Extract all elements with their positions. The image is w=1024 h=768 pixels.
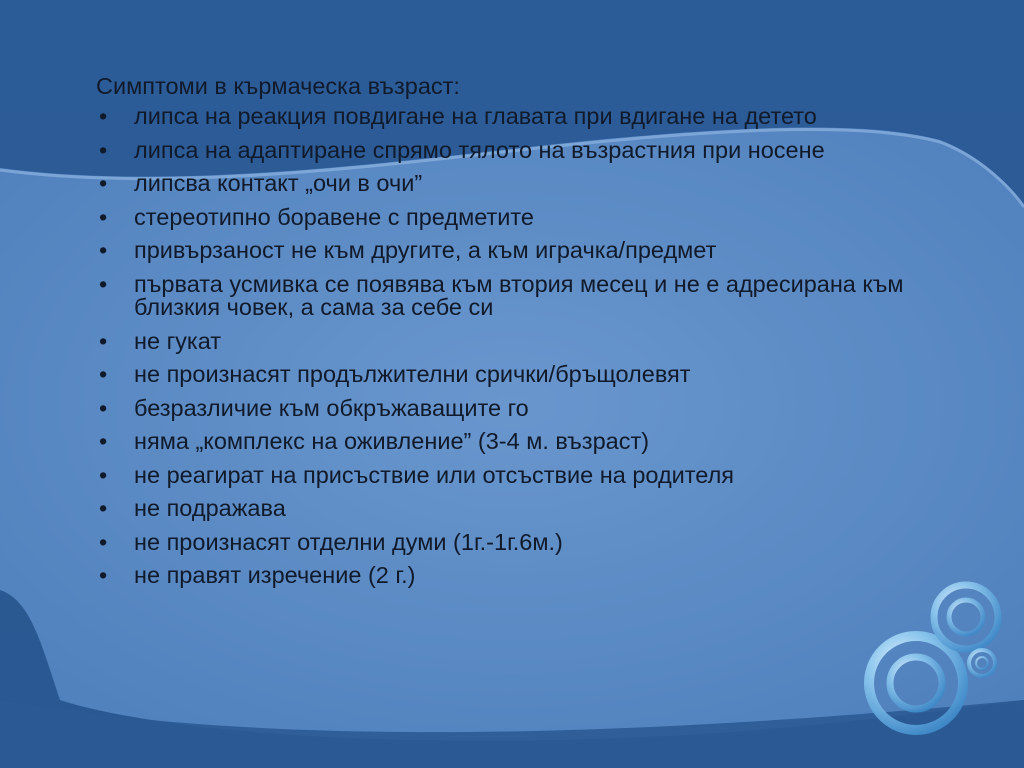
list-item-text: не произнасят отделни думи (1г.-1г.6м.) <box>134 528 563 555</box>
list-item <box>96 363 916 387</box>
list-item-text: привързаност не към другите, а към играчка/предмет <box>134 237 717 263</box>
list-item-text: липсва контакт „очи в очи” <box>134 170 423 196</box>
list-item <box>96 564 916 588</box>
list-item <box>96 105 916 129</box>
bullet-icon: • <box>99 495 108 521</box>
bullet-icon: • <box>99 327 108 354</box>
bullet-icon: • <box>99 394 108 421</box>
list-item-text: липса на реакция повдигане на главата при вдигане на детето <box>134 103 817 129</box>
list-item <box>96 327 916 354</box>
list-item <box>96 394 916 421</box>
bullet-icon: • <box>99 170 108 196</box>
bullet-icon: • <box>99 428 108 454</box>
bullet-icon: • <box>99 237 108 263</box>
slide-heading: Симптоми в кърмаческа възраст: <box>96 73 460 99</box>
bullet-icon: • <box>99 461 108 488</box>
list-item <box>96 203 916 230</box>
list-item-text: няма „комплекс на оживление” (3-4 м. възраст) <box>134 428 650 454</box>
list-item <box>96 136 916 163</box>
list-item <box>96 528 916 555</box>
bullet-icon: • <box>99 562 108 588</box>
list-item-text: стереотипно боравене с предметите <box>134 203 534 230</box>
list-item-text: първата усмивка се появява към втория месец и не е адресирана към близкия човек, а сама за себе си <box>134 270 904 320</box>
list-item <box>96 430 916 454</box>
bullet-icon: • <box>99 270 108 297</box>
list-item <box>96 461 916 488</box>
bullet-icon: • <box>99 361 108 387</box>
list-item <box>96 497 916 521</box>
list-item <box>96 172 916 196</box>
bullet-icon: • <box>99 528 108 555</box>
bullet-icon: • <box>99 203 108 230</box>
list-item-text: не реагират на присъствие или отсъствие на родителя <box>134 461 735 488</box>
list-item <box>96 239 916 263</box>
symptom-list <box>96 105 916 588</box>
list-item-text: не правят изречение (2 г.) <box>134 562 416 588</box>
list-item-text: не подражава <box>134 495 286 521</box>
list-item-text: не произнасят продължителни срички/бръщолевят <box>134 361 691 387</box>
list-item-text: безразличие към обкръжаващите го <box>134 394 529 421</box>
slide-text-block <box>96 72 916 598</box>
bullet-icon: • <box>99 103 108 129</box>
list-item-text: не гукат <box>134 327 222 354</box>
bullet-icon: • <box>99 136 108 163</box>
list-item-text: липса на адаптиране спрямо тялото на възрастния при носене <box>134 136 825 163</box>
list-item <box>96 270 916 320</box>
